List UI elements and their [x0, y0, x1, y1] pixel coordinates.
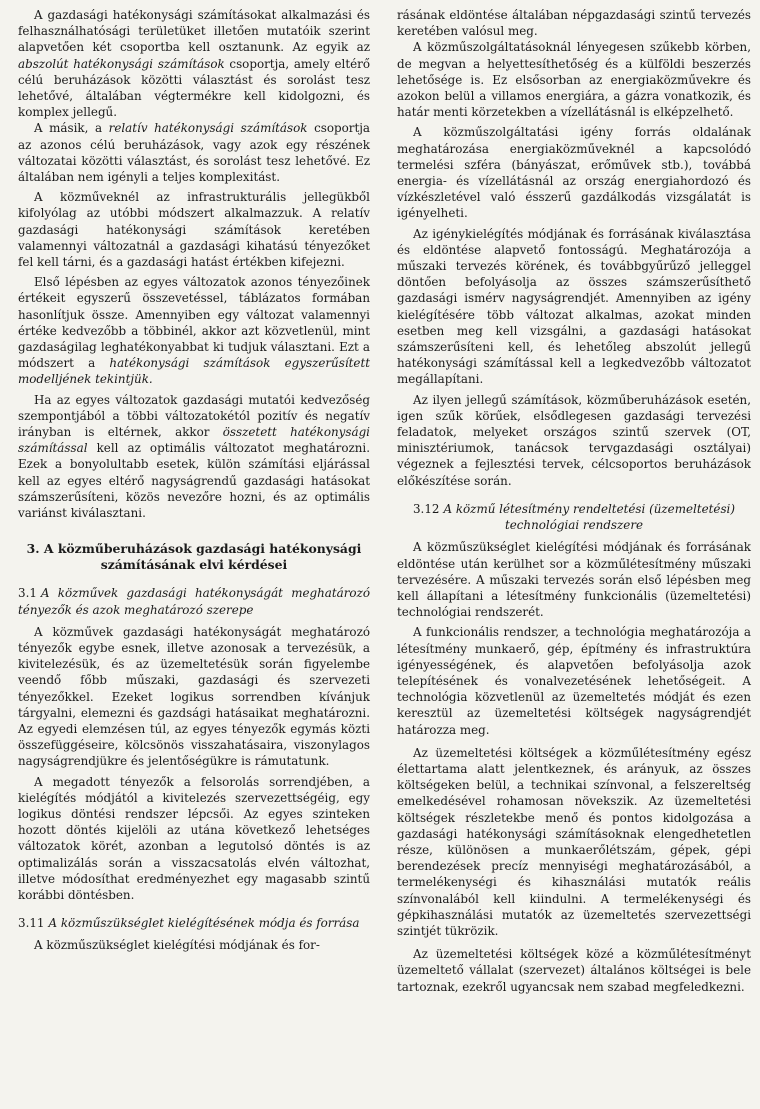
paragraph: A megadott tényezők a felsorolás sorrendjében, a kielégítés módjától a kivitelezés szervezettségéig, egy logikus döntési rendszer lépcsői. Az egyes szinteken hozott döntés kijelöli az utána következő lehetséges változatok körét, azonban a legutolsó döntés is az optimalizálás során a visszacsatolás elvén változhat, illetve módosíthat eredményezhet egy magasabb szintű korábbi döntésben. [18, 774, 370, 902]
subsection-number: 3.1 [18, 586, 37, 601]
subsection-title: A közmű létesítmény rendeltetési (üzemeltetési) technológiai rendszere [443, 501, 736, 533]
subsection-heading [397, 501, 751, 533]
emphasis-term: abszolút hatékonysági számítások [18, 56, 225, 71]
paragraph [18, 7, 370, 120]
paragraph: A közműszolgáltatási igény forrás oldalának meghatározása energiaközműveknél a kapcsolódó termelési szféra (bányászat, erőművek stb.), továbbá energia- és vízellátásnál az ország energiahordozó és vízkészletével való ésszerű gazdálkodás vizsgálatát is igényelheti. [397, 125, 751, 221]
left-column [18, 7, 370, 954]
subsection-title: A közműszükséglet kielégítésének módja és forrása [48, 916, 360, 931]
text-run: Ha az egyes változatok gazdasági mutatói kedvezőség szempontjából a többi változatokétól pozitív és negatív irányban is eltérnek, akkor [18, 392, 370, 440]
text-run: csoportja, amely eltérő célú beruházások közötti választást és sorolást tesz lehetővé, általában végtermékre kell kidolgozni, és komplex jellegű. [18, 56, 370, 120]
paragraph: Az ilyen jellegű számítások, közműberuházások esetén, igen szűk körűek, elsődlegesen gazdasági tervezési feladatok, melyeket országos szintű szervek (OT, minisztériumok, tanácsok tervgazdasági osztályai) végeznek a fejlesztési tervek, célcsoportos beruházások előkészítése során. [397, 392, 751, 488]
paragraph: A közműszükséglet kielégítési módjának és for- [34, 938, 320, 953]
paragraph: A funkcionális rendszer, a technológia meghatározója a létesítmény munkaerő, gép, építmény és infrastruktúra igényességének, és alapvetően befolyásolja azok telepítésének és vonalvezetésének lehetőségeit. A technológia közvetlenül az üzemeltetés módját és ezen keresztül az üzemeltetési költségek nagyságrendjét határozza meg. [397, 625, 751, 737]
emphasis-term: relatív hatékonysági számítások [108, 121, 308, 136]
paragraph: A közműveknél az infrastrukturális jellegükből kifolyólag az utóbbi módszert alkalmazzuk. A relatív gazdasági hatékonysági számítások keretében valamennyi változatnál a gazdasági kihatású tényezőket fel kell tárni, és a gazdasági hatást értékben kifejezni. [18, 190, 370, 270]
subsection-heading [18, 585, 370, 617]
paragraph: A közművek gazdasági hatékonyságát meghatározó tényezők egybe esnek, illetve azonosak a tervezésük, a kivitelezésük, és az üzemeltetésük során figyelembe veendő főbb műszaki, gazdasági és szervezeti tényezőkkel. Ezeket logikus sorrendben kívánjuk tárgyalni, elemezni és gazdsági hatásaikat meghatározni. Az egyedi elemzésen túl, az egyes tényezők egymás közti összefüggéseire, kölcsönös visszahatásaira, viszonylagos nagyságrendjükre és jelentőségükre is rámutatunk. [18, 624, 370, 769]
text-run: A gazdasági hatékonysági számításokat alkalmazási és felhasználhatósági területüket illetően mutatóik szerint alapvetően két csoportba kell osztanunk. Az egyik az [18, 8, 370, 55]
paragraph: A közműszolgáltatásoknál lényegesen szűkebb körben, de megvan a helyettesíthetőség és a külföldi beszerzés lehetősége is. Ez elsősorban az energiaközművekre és azokon belül a villamos energiára, a gázra vonatkozik, és határ menti körzetekben a vízellátásnál is elképzelhető. [397, 40, 751, 120]
paragraph: A közműszükséglet kielégítési módjának és forrásának eldöntése után kerülhet sor a közműlétesítmény műszaki tervezésére. A műszaki tervezés során első lépésben meg kell állapítani a létesítmény funkcionális (üzemeltetési) technológiai rendszerét. [397, 540, 751, 620]
section-heading: 3. A közműberuházások gazdasági hatékonysági számításának elvi kérdései [26, 541, 362, 573]
paragraph: rásának eldöntése általában népgazdasági szintű tervezés keretében valósul meg. [397, 8, 751, 39]
text-run: A másik, a [34, 121, 109, 136]
paragraph [18, 274, 370, 387]
subsection-number: 3.11 [18, 916, 45, 931]
emphasis-term: összetett hatékonysági számítással [18, 425, 370, 456]
text-run: Első lépésben az egyes változatok azonos tényezőinek értékeit egyszerű összevetéssel, táblázatos formában hasonlítjuk össze. Amennyiben egy változat valamennyi értéke kedvezőbb a többinél, akkor azt közvetlenül, mint gazdaságilag leghatékonyabbat ki tudjuk választani. Ezt a módszert a [18, 275, 370, 371]
paragraph: Az igénykielégítés módjának és forrásának kiválasztása és eldöntése alapvető fontosságú. Meghatározója a műszaki tervezés körének, és továbbgyűrűző jelleggel döntően befolyásolja az összes számszerűsíthető gazdasági ismérv nagyságrendjét. Amennyiben az igény kielégítésére több változat alkalmas, azokat minden esetben meg kell vizsgálni, a gazdasági hatásokat számszerűsíteni kell, és lehetőleg abszolút jellegű hatékonysági számítással kell a legkedvezőbb változatot megállapítani. [397, 226, 751, 387]
paragraph [18, 120, 370, 185]
paragraph [18, 392, 370, 522]
right-column [397, 7, 751, 995]
paragraph: Az üzemeltetési költségek a közműlétesítmény egész élettartama alatt jelentkeznek, és arányuk, az összes költségeken belül, a technikai színvonal, a felszereltség emelkedésével rohamosan növekszik. Az üzemeltetési költségek részletekbe menő és pontos kidolgozása a gazdasági hatékonysági számításoknak elengedhetetlen része, különösen a munkaerőlétszám, gépek, gépi berendezések precíz mennyiségi meghatározásából, a termelékenységi és kihasználási mutatók reális színvonalából kell kiindulni. A termelékenységi és gépkihasználási mutatók az üzemeltetés szervezettségi szintjét tükrözik. [397, 745, 751, 938]
subsection-title: A közművek gazdasági hatékonyságát meghatározó tényezők és azok meghatározó szerepe [18, 586, 370, 617]
text-run: kell az optimális változatot meghatározni. Ezek a bonyolultabb esetek, külön számítási eljárással kell az egyes eltérő nagyságrendű gazdasági hatásokat számszerűsíteni, közös nevezőre hozni, és az optimális variánst kiválasztani. [18, 441, 370, 521]
subsection-number: 3.12 [412, 501, 440, 516]
subsection-heading [18, 915, 370, 931]
text-run: csoportja az azonos célú beruházások, vagy azok egy részének változatai közötti választást, és sorolást tesz lehetővé. Ez általában nem igényli a teljes komplexitást. [18, 121, 371, 185]
paragraph: Az üzemeltetési költségek közé a közműlétesítményt üzemeltető vállalat (szervezet) általános költségei is bele tartoznak, ezekről ugyancsak nem szabad megfeledkezni. [397, 947, 751, 994]
emphasis-term: hatékonysági számítások egyszerűsített modelljének tekintjük. [18, 356, 370, 387]
